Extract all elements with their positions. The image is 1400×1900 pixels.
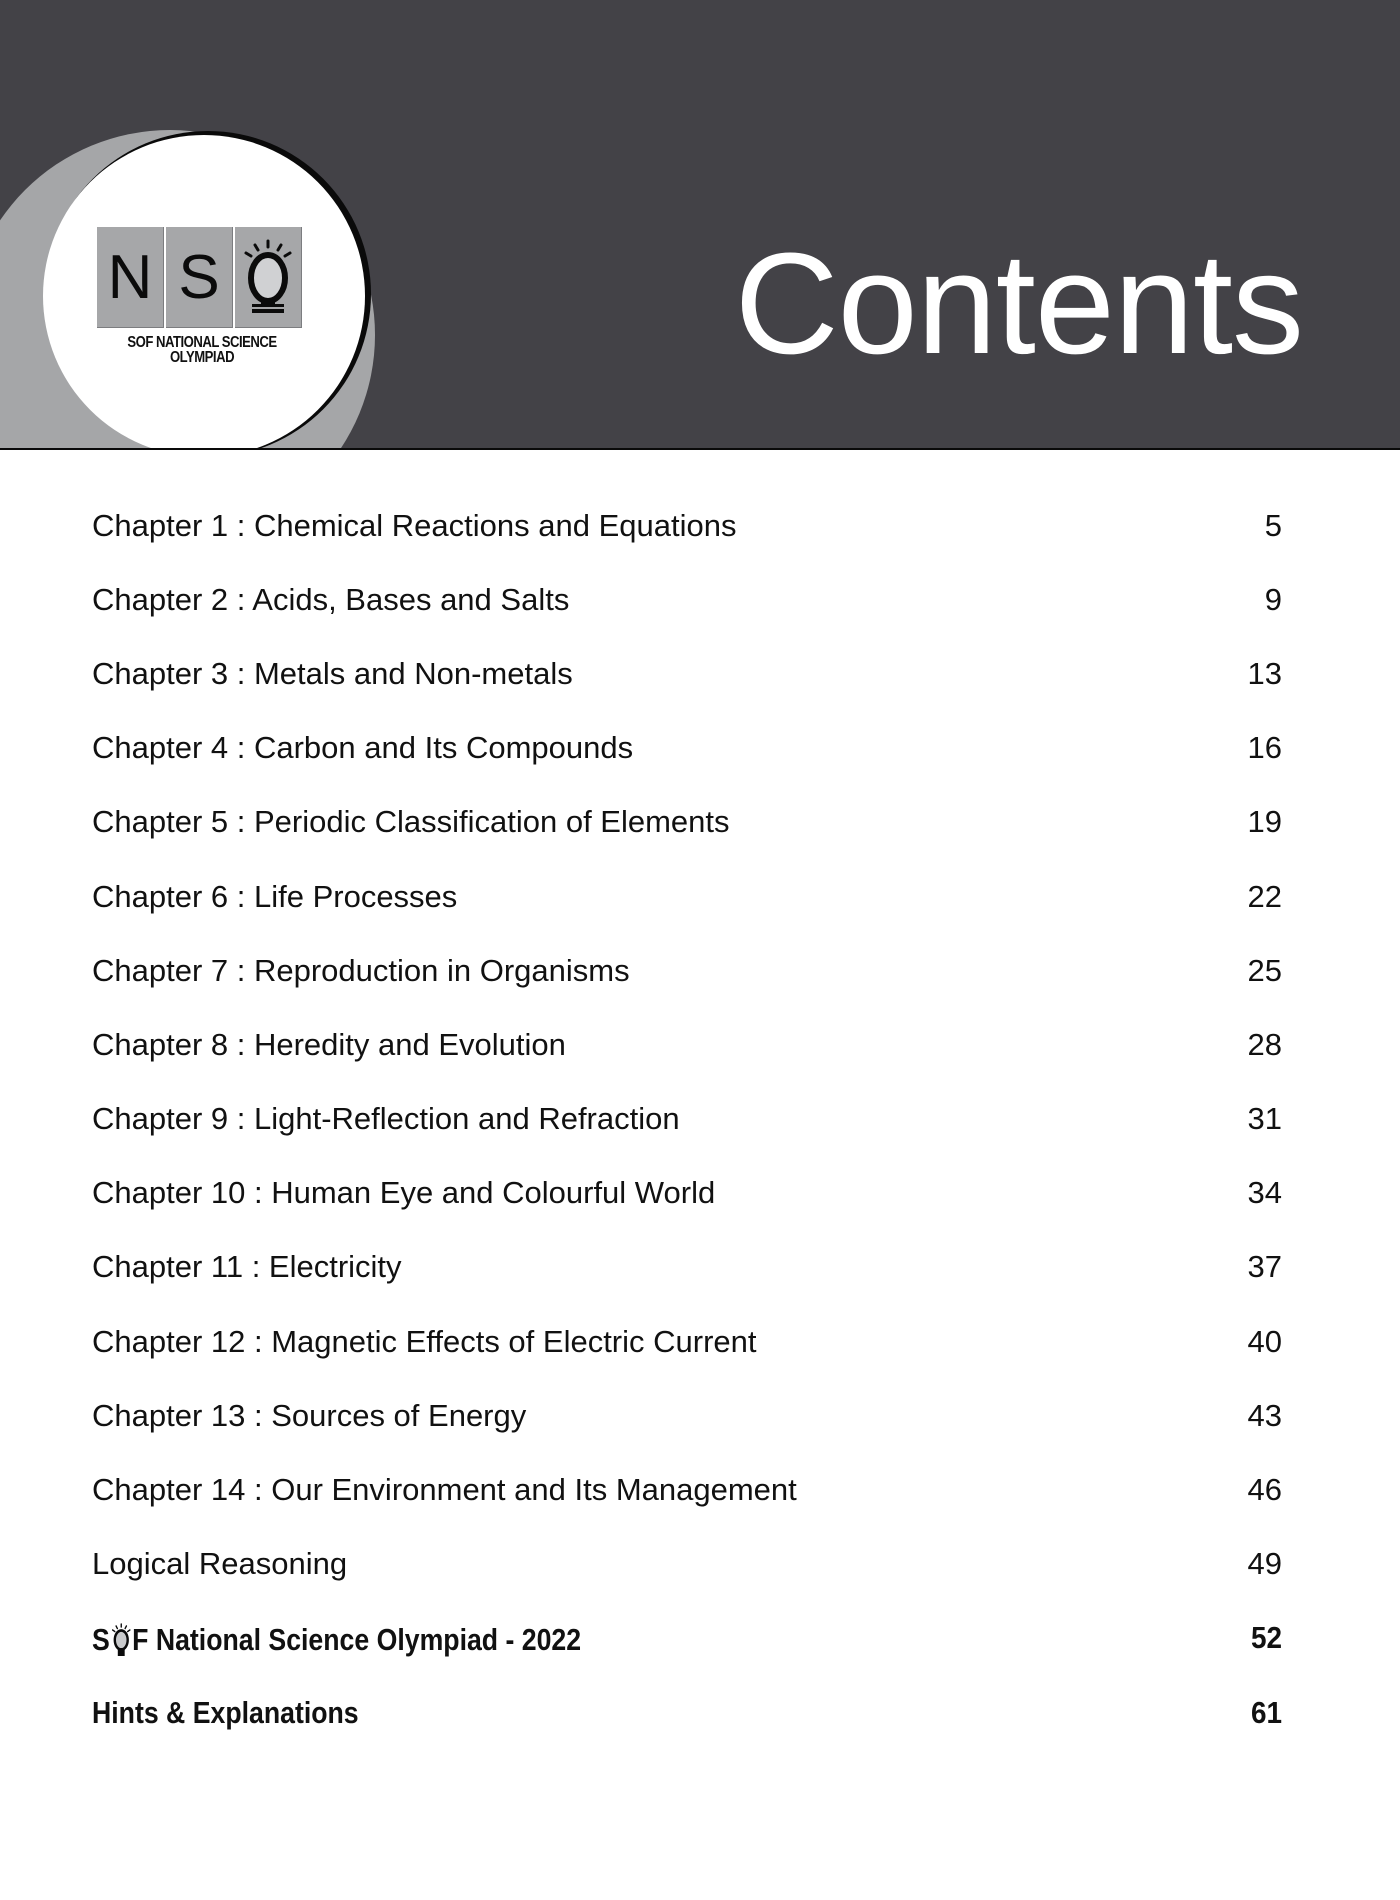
toc-entry-page: 9 — [1264, 581, 1282, 617]
nso-logo — [97, 227, 307, 372]
toc-entry-chapter-7[interactable] — [92, 933, 1282, 1007]
toc-entry-page: 52 — [1250, 1620, 1282, 1656]
logo-letter-boxes — [97, 227, 307, 328]
toc-entry-title: Chapter 5 : Periodic Classification of Elements — [92, 804, 730, 840]
toc-entry-logical-reasoning[interactable] — [92, 1527, 1282, 1601]
toc-entry-title: Chapter 4 : Carbon and Its Compounds — [92, 730, 634, 766]
toc-entry-title: Chapter 3 : Metals and Non-metals — [92, 655, 573, 691]
toc-entry-page: 43 — [1247, 1397, 1282, 1433]
toc-entry-page: 61 — [1250, 1694, 1282, 1730]
toc-entry-page: 5 — [1264, 507, 1282, 543]
toc-entry-title: Chapter 12 : Magnetic Effects of Electric Current — [92, 1323, 757, 1359]
toc-entry-title: Chapter 8 : Heredity and Evolution — [92, 1026, 566, 1062]
toc-entry-page: 40 — [1247, 1323, 1282, 1359]
lightbulb-icon — [111, 1623, 132, 1657]
toc-entry-chapter-8[interactable] — [92, 1007, 1282, 1081]
toc-entry-title: Hints & Explanations — [92, 1694, 359, 1730]
toc-entry-olympiad-2022[interactable] — [92, 1601, 1282, 1675]
toc-entry-page: 37 — [1247, 1249, 1282, 1285]
toc-entry-title: Logical Reasoning — [92, 1546, 348, 1582]
toc-entry-title — [92, 1621, 581, 1655]
toc-entry-chapter-4[interactable] — [92, 711, 1282, 785]
toc-entry-hints-explanations[interactable] — [92, 1675, 1282, 1749]
toc-entry-chapter-1[interactable] — [92, 488, 1282, 562]
toc-entry-title: Chapter 7 : Reproduction in Organisms — [92, 952, 630, 988]
table-of-contents — [92, 488, 1282, 1749]
toc-entry-chapter-2[interactable] — [92, 562, 1282, 636]
toc-entry-title: Chapter 2 : Acids, Bases and Salts — [92, 581, 570, 617]
toc-entry-page: 46 — [1247, 1472, 1282, 1508]
toc-entry-chapter-13[interactable] — [92, 1378, 1282, 1452]
toc-entry-page: 22 — [1247, 878, 1282, 914]
toc-entry-chapter-12[interactable] — [92, 1304, 1282, 1378]
toc-entry-page: 25 — [1247, 952, 1282, 988]
toc-entry-chapter-5[interactable] — [92, 785, 1282, 859]
olympiad-rest: F National Science Olympiad - 2022 — [132, 1621, 582, 1657]
header-emblem — [0, 0, 420, 448]
toc-entry-chapter-10[interactable] — [92, 1156, 1282, 1230]
toc-entry-title: Chapter 14 : Our Environment and Its Management — [92, 1472, 797, 1508]
logo-caption-line1: SOF NATIONAL SCIENCE — [127, 334, 277, 351]
toc-entry-chapter-9[interactable] — [92, 1082, 1282, 1156]
page-title: Contents — [734, 223, 1303, 384]
toc-entry-title: Chapter 13 : Sources of Energy — [92, 1397, 527, 1433]
toc-entry-title: Chapter 9 : Light-Reflection and Refraction — [92, 1101, 680, 1137]
lightbulb-icon — [240, 238, 296, 318]
contents-header — [0, 0, 1400, 450]
toc-entry-page: 49 — [1247, 1546, 1282, 1582]
logo-letter-n: N — [97, 227, 164, 328]
toc-entry-page: 13 — [1247, 655, 1282, 691]
logo-caption-line2: OLYMPIAD — [169, 349, 235, 366]
logo-letter-s: S — [166, 227, 233, 328]
toc-entry-chapter-3[interactable] — [92, 636, 1282, 710]
toc-entry-chapter-14[interactable] — [92, 1452, 1282, 1526]
toc-entry-title: Chapter 6 : Life Processes — [92, 878, 458, 914]
logo-letter-o-bulb — [235, 227, 302, 328]
toc-entry-page: 19 — [1247, 804, 1282, 840]
toc-entry-title: Chapter 1 : Chemical Reactions and Equations — [92, 507, 737, 543]
toc-entry-page: 28 — [1247, 1026, 1282, 1062]
toc-entry-page: 16 — [1247, 730, 1282, 766]
toc-entry-page: 34 — [1247, 1175, 1282, 1211]
toc-entry-title: Chapter 11 : Electricity — [92, 1249, 402, 1285]
toc-entry-chapter-11[interactable] — [92, 1230, 1282, 1304]
logo-caption — [116, 335, 288, 365]
toc-entry-title: Chapter 10 : Human Eye and Colourful World — [92, 1175, 716, 1211]
toc-entry-chapter-6[interactable] — [92, 859, 1282, 933]
toc-entry-page: 31 — [1247, 1101, 1282, 1137]
olympiad-prefix: S — [92, 1621, 110, 1657]
